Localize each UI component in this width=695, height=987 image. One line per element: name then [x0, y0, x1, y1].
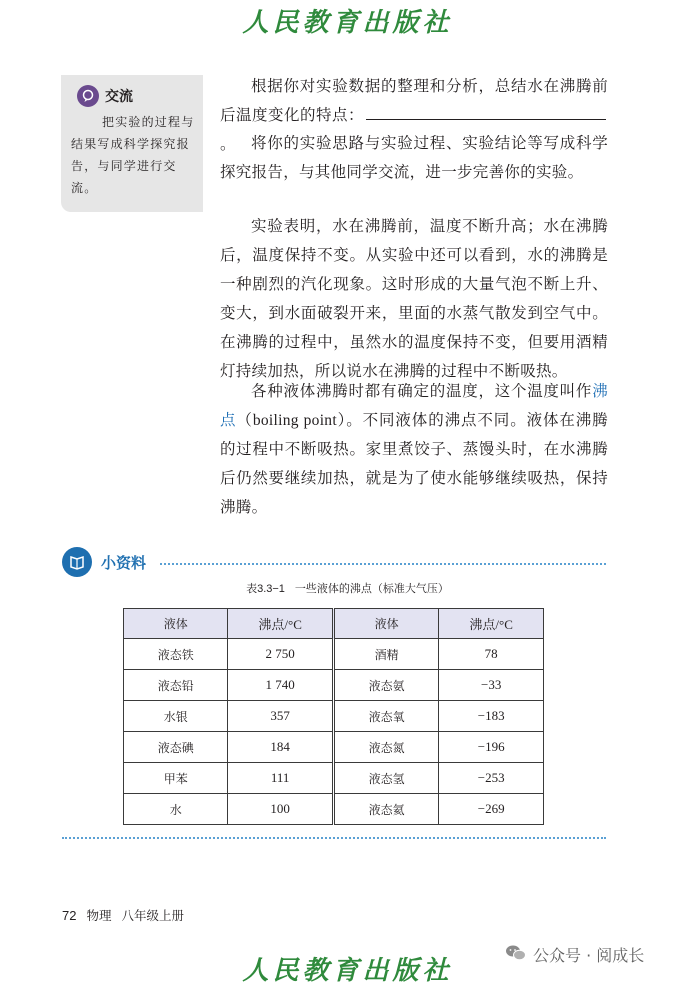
cell-bp: −33: [439, 670, 544, 701]
boiling-point-text-b: （: [236, 411, 253, 429]
cell-liquid: 液态碘: [124, 732, 228, 763]
cell-bp: −253: [439, 763, 544, 794]
cell-bp: 78: [439, 639, 544, 670]
cell-bp: 184: [228, 732, 334, 763]
table-row: [124, 763, 544, 794]
header-liquid-1: 液体: [124, 609, 228, 639]
cell-liquid: 水: [124, 794, 228, 825]
boiling-point-english: boiling point: [252, 412, 337, 429]
section-divider-bottom: [62, 837, 606, 839]
cell-bp: 2 750: [228, 639, 334, 670]
cell-bp: −183: [439, 701, 544, 732]
cell-liquid: 液态铅: [124, 670, 228, 701]
paragraph-experiment-conclusion: 实验表明，水在沸腾前，温度不断升高；水在沸腾后，温度保持不变。从实验中还可以看到，水的沸腾是一种剧烈的汽化现象。这时形成的大量气泡不断上升、变大，到水面破裂开来，里面的水蒸气散发到空气中。在沸腾的过程中，虽然水的温度保持不变，但要用酒精灯持续加热，所以说水在沸腾的过程中不断吸热。: [220, 217, 608, 380]
wechat-icon: [505, 944, 527, 966]
cell-liquid: 水银: [124, 701, 228, 732]
header-bp-1: 沸点/°C: [228, 609, 334, 639]
paragraph-report-instruction: 将你的实验思路与实验过程、实验结论等写成科学探究报告，与其他同学交流，进一步完善你的实验。: [220, 134, 608, 181]
table-row: [124, 670, 544, 701]
publisher-logo-bottom: 人民教育出版社: [242, 956, 453, 986]
cell-liquid: 液态氦: [333, 794, 438, 825]
sidebar-header: [77, 85, 133, 107]
footer-subject: 物理: [86, 909, 112, 923]
cell-liquid: 液态氢: [333, 763, 438, 794]
cell-liquid: 液态氮: [333, 732, 438, 763]
section-divider-top: [160, 563, 606, 565]
cell-bp: −269: [439, 794, 544, 825]
sidebar-title: 交流: [105, 89, 133, 105]
book-icon: [62, 547, 92, 577]
page-footer: [62, 906, 194, 924]
resources-title: 小资料: [101, 554, 147, 572]
cell-liquid: 酒精: [333, 639, 438, 670]
cell-liquid: 甲苯: [124, 763, 228, 794]
answer-blank[interactable]: [366, 104, 606, 120]
summary-prompt-end: 。: [220, 135, 236, 153]
sidebar-body: 把实验的过程与结果写成科学探究报告，与同学进行交流。: [71, 115, 195, 195]
paragraph-boiling-point: [220, 377, 608, 522]
cell-bp: 357: [228, 701, 334, 732]
table-row: [124, 639, 544, 670]
table-row: [124, 732, 544, 763]
summary-prompt-text: 根据你对实验数据的整理和分析，总结水在沸腾前后温度变化的特点：: [220, 77, 608, 124]
cell-bp: 100: [228, 794, 334, 825]
page-number: 72: [62, 908, 77, 923]
publisher-logo-top: 人民教育出版社: [242, 8, 453, 38]
cell-bp: 1 740: [228, 670, 334, 701]
table-row: [124, 794, 544, 825]
table-caption: [0, 580, 695, 596]
cell-bp: −196: [439, 732, 544, 763]
wechat-watermark: [505, 943, 644, 966]
boiling-point-table: [123, 608, 544, 825]
sidebar-exchange-card: [61, 75, 203, 212]
discussion-icon: [77, 85, 99, 107]
table-row: [124, 701, 544, 732]
boiling-point-text-c: ）。不同液体的沸点不同。液体在沸腾的过程中不断吸热。家里煮饺子、蒸馒头时，在水沸腾后仍然要继续加热，就是为了使水能够继续吸热，保持沸腾。: [220, 411, 608, 516]
header-liquid-2: 液体: [333, 609, 438, 639]
watermark-text: 公众号 · 阅成长: [533, 946, 645, 965]
header-bp-2: 沸点/°C: [439, 609, 544, 639]
cell-liquid: 液态氧: [333, 701, 438, 732]
cell-liquid: 液态氨: [333, 670, 438, 701]
footer-grade: 八年级上册: [121, 909, 184, 923]
table-title: 一些液体的沸点（标准大气压）: [294, 582, 449, 595]
cell-bp: 111: [228, 763, 334, 794]
boiling-point-term: 沸点: [220, 382, 608, 429]
cell-liquid: 液态铁: [124, 639, 228, 670]
table-header-row: [124, 609, 544, 639]
boiling-point-text-a: 各种液体沸腾时都有确定的温度，这个温度叫作: [251, 382, 593, 400]
table-number: 表3.3−1: [246, 583, 285, 595]
